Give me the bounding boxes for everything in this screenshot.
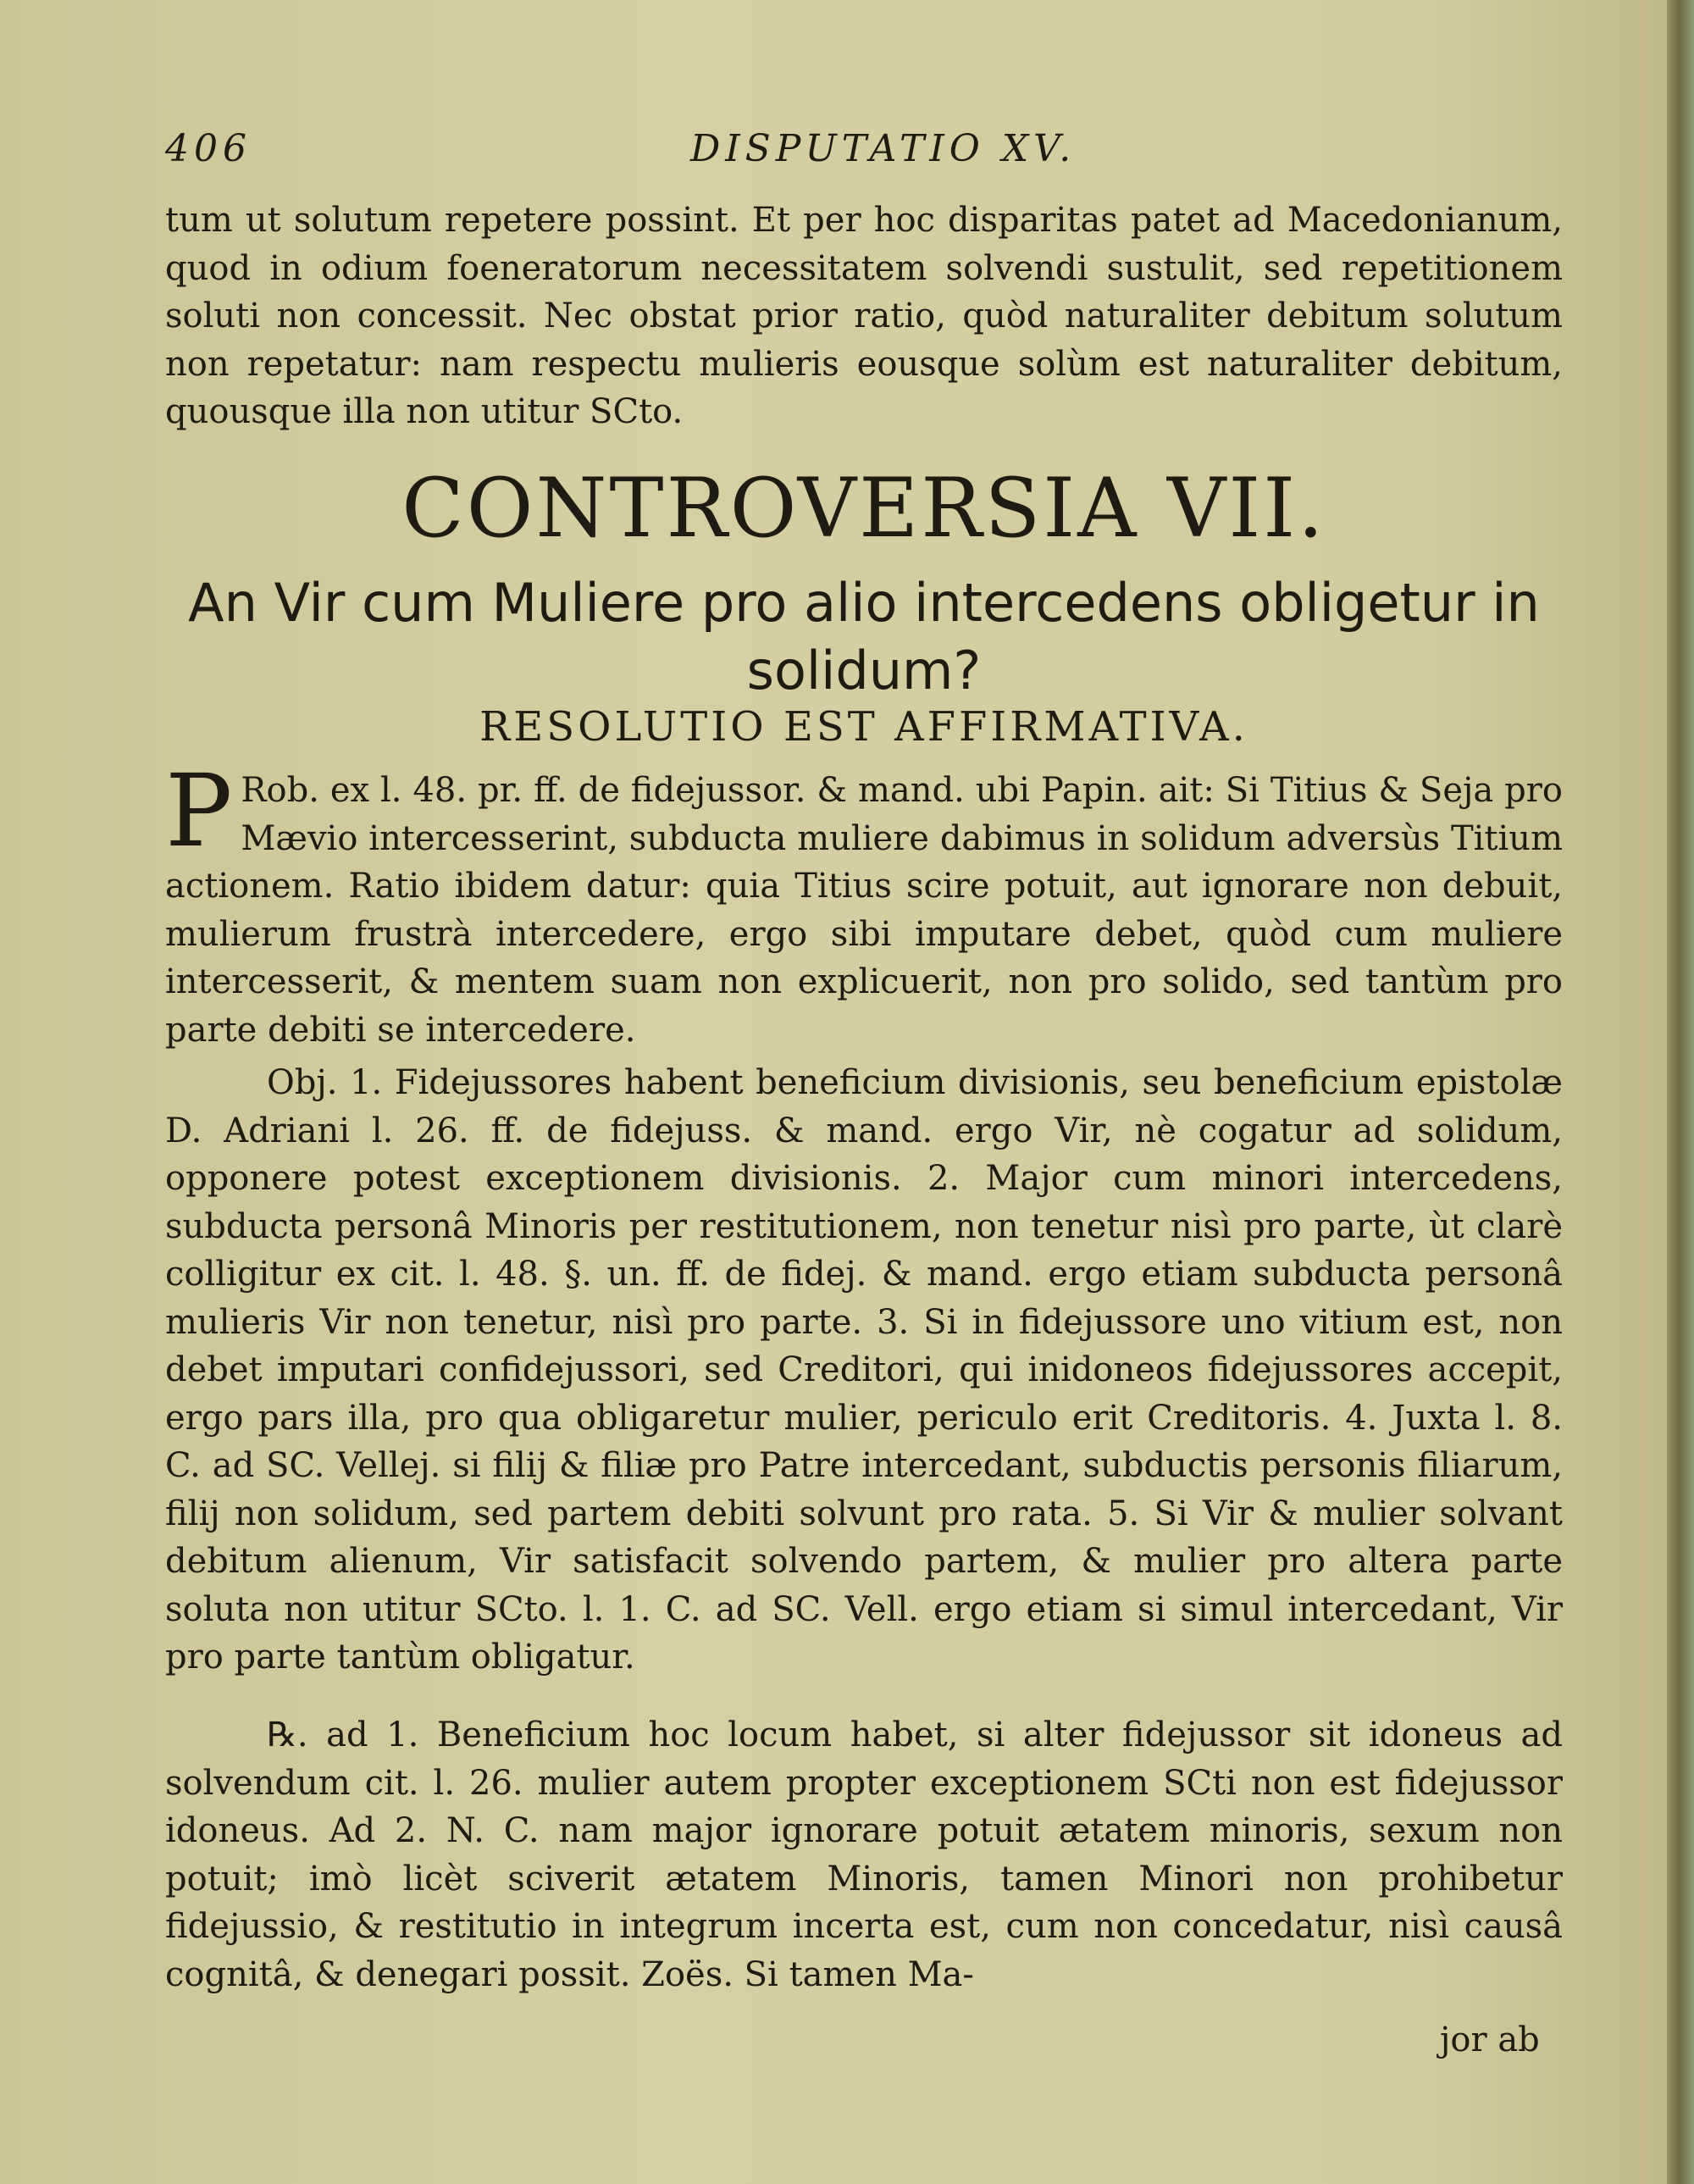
- proof-paragraph: [165, 752, 1563, 1054]
- drop-cap: P: [165, 752, 233, 869]
- resolution-heading: RESOLUTIO EST AFFIRMATIVA.: [479, 703, 1248, 751]
- proof-text: Rob. ex l. 48. pr. ff. de fidejussor. & mand. ubi Papin. ait: Si Titius & Seja pro Mævio intercesserint, subducta muliere dabimus in solidum adversùs Titium actionem. Ratio ibidem datur: quia Titius scire potuit, aut ignorare non debuit, mulierum frustrà intercedere, ergo sibi imputare debet, quòd cum muliere intercesserit, & mentem suam non explicuerit, non pro solido, sed tantùm pro parte debiti se intercedere.: [165, 771, 1563, 1050]
- page-number: 406: [165, 127, 252, 170]
- binding-edge: [1667, 0, 1694, 2184]
- running-header: [165, 127, 1563, 178]
- responses-paragraph: ℞. ad 1. Beneficium hoc locum habet, si alter fidejussor sit idoneus ad solvendum cit. l. 26. mulier autem propter exceptionem SCti non est fidejussor idoneus. Ad 2. N. C. nam major ignorare potuit ætatem minoris, sexum non potuit; imò licèt sciverit ætatem Minoris, tamen Minori non prohibetur fidejussio, & restitutio in integrum incerta est, cum non concedatur, nisì causâ cognitâ, & denegari possit. Zoës. Si tamen Ma-: [165, 1716, 1563, 1994]
- controversy-title: CONTROVERSIA VII.: [401, 461, 1326, 556]
- catchword: jor ab: [1440, 2020, 1540, 2059]
- objections-paragraph: Obj. 1. Fidejussores habent beneficium divisionis, seu beneficium epistolæ D. Adriani l. 26. ff. de fidejuss. & mand. ergo Vir, nè cogatur ad solidum, opponere potest exceptionem divisionis. 2. Major cum minori intercedens, subducta personâ Minoris per restitutionem, non tenetur nisì pro parte, ùt clarè colligitur ex cit. l. 48. §. un. ff. de fidej. & mand. ergo etiam subducta personâ mulieris Vir non tenetur, nisì pro parte. 3. Si in fidejussore uno vitium est, non debet imputari confidejussori, sed Creditori, qui inidoneos fidejussores accepit, ergo pars illa, pro qua obligaretur mulier, periculo erit Creditoris. 4. Juxta l. 8. C. ad SC. Vellej. si filij & filiæ pro Patre intercedant, subductis personis filiarum, filij non solidum, sed partem debiti solvunt pro rata. 5. Si Vir & mulier solvant debitum alienum, Vir satisfacit solvendo partem, & mulier pro altera parte soluta non utitur SCto. l. 1. C. ad SC. Vell. ergo etiam si simul intercedant, Vir pro parte tantùm obligatur.: [165, 1063, 1563, 1677]
- paragraph-continuation: tum ut solutum repetere possint. Et per hoc disparitas patet ad Macedonianum, quod in odium foeneratorum necessitatem solvendi sustulit, sed repetitionem soluti non concessit. Nec obstat prior ratio, quòd naturaliter debitum solutum non repetatur: nam respectu mulieris eousque solùm est naturaliter debitum, quousque illa non utitur SCto.: [165, 201, 1563, 431]
- running-title: DISPUTATIO XV.: [690, 127, 1077, 170]
- controversy-question: An Vir cum Muliere pro alio intercedens obligetur in solidum?: [188, 572, 1540, 701]
